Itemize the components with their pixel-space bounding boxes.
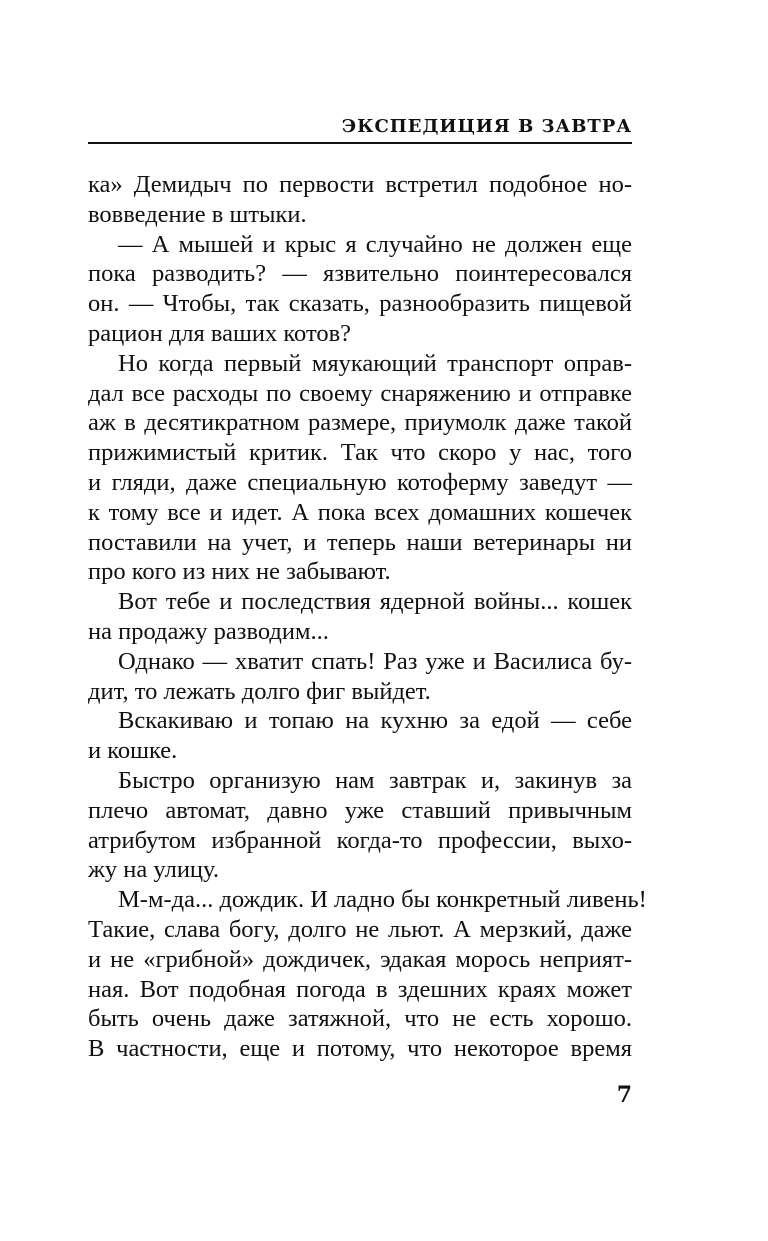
text-line: В частности, еще и потому, что некоторое время — [88, 1035, 632, 1063]
text-line: и кошке. — [88, 737, 178, 765]
text-line: Быстро организую нам завтрак и, закинув за — [118, 766, 632, 794]
text-line: Однако — хватит спать! Раз уже и Василиса бу- — [118, 647, 632, 675]
text-line: — А мышей и крыс я случайно не должен еще — [118, 230, 632, 258]
text-line: он. — Чтобы, так сказать, разнообразить пищевой — [88, 290, 632, 318]
text-line: Вскакиваю и топаю на кухню за едой — себе — [118, 707, 632, 735]
text-line: атрибутом избранной когда-то профессии, выхо- — [88, 826, 632, 854]
book-page — [88, 0, 647, 1241]
text-line: прижимистый критик. Так что скоро у нас, того — [88, 439, 632, 467]
text-line: М-м-да... дождик. И ладно бы конкретный ливень! — [118, 886, 647, 914]
text-line: про кого из них не забывают. — [88, 558, 391, 586]
text-line: аж в десятикратном размере, приумолк даже такой — [88, 409, 632, 437]
text-line: на продажу разводим... — [88, 617, 329, 645]
running-title: ЭКСПЕДИЦИЯ В ЗАВТРА — [341, 116, 632, 137]
text-line: жу на улицу. — [88, 856, 219, 884]
page-number: 7 — [616, 1082, 632, 1108]
text-line: быть очень даже затяжной, что не есть хорошо. — [88, 1005, 632, 1033]
text-line: дит, то лежать долго фиг выйдет. — [88, 677, 431, 705]
text-line: и гляди, даже специальную котоферму заведут — — [88, 468, 632, 496]
text-line: Такие, слава богу, долго не льют. А мерзкий, даже — [88, 915, 632, 943]
text-line: рацион для ваших котов? — [88, 319, 352, 347]
text-line: Но когда первый мяукающий транспорт оправ- — [118, 349, 632, 377]
text-line: ка» Демидыч по первости встретил подобное но- — [88, 171, 632, 198]
text-line: дал все расходы по своему снаряжению и отправке — [88, 379, 632, 407]
text-line: к тому все и идет. А пока всех домашних кошечек — [88, 498, 632, 526]
body-text — [88, 170, 647, 1064]
text-line: и не «грибной» дождичек, эдакая морось неприят- — [88, 945, 632, 973]
text-line: поставили на учет, и теперь наши ветеринары ни — [88, 528, 632, 556]
header-rule — [88, 142, 632, 144]
text-line: пока разводить? — язвительно поинтересовался — [88, 260, 632, 288]
text-line: вовведение в штыки. — [88, 200, 307, 228]
text-line: ная. Вот подобная погода в здешних краях может — [88, 975, 632, 1003]
text-line: плечо автомат, давно уже ставший привычным — [88, 796, 632, 824]
text-line: Вот тебе и последствия ядерной войны... кошек — [118, 588, 632, 616]
